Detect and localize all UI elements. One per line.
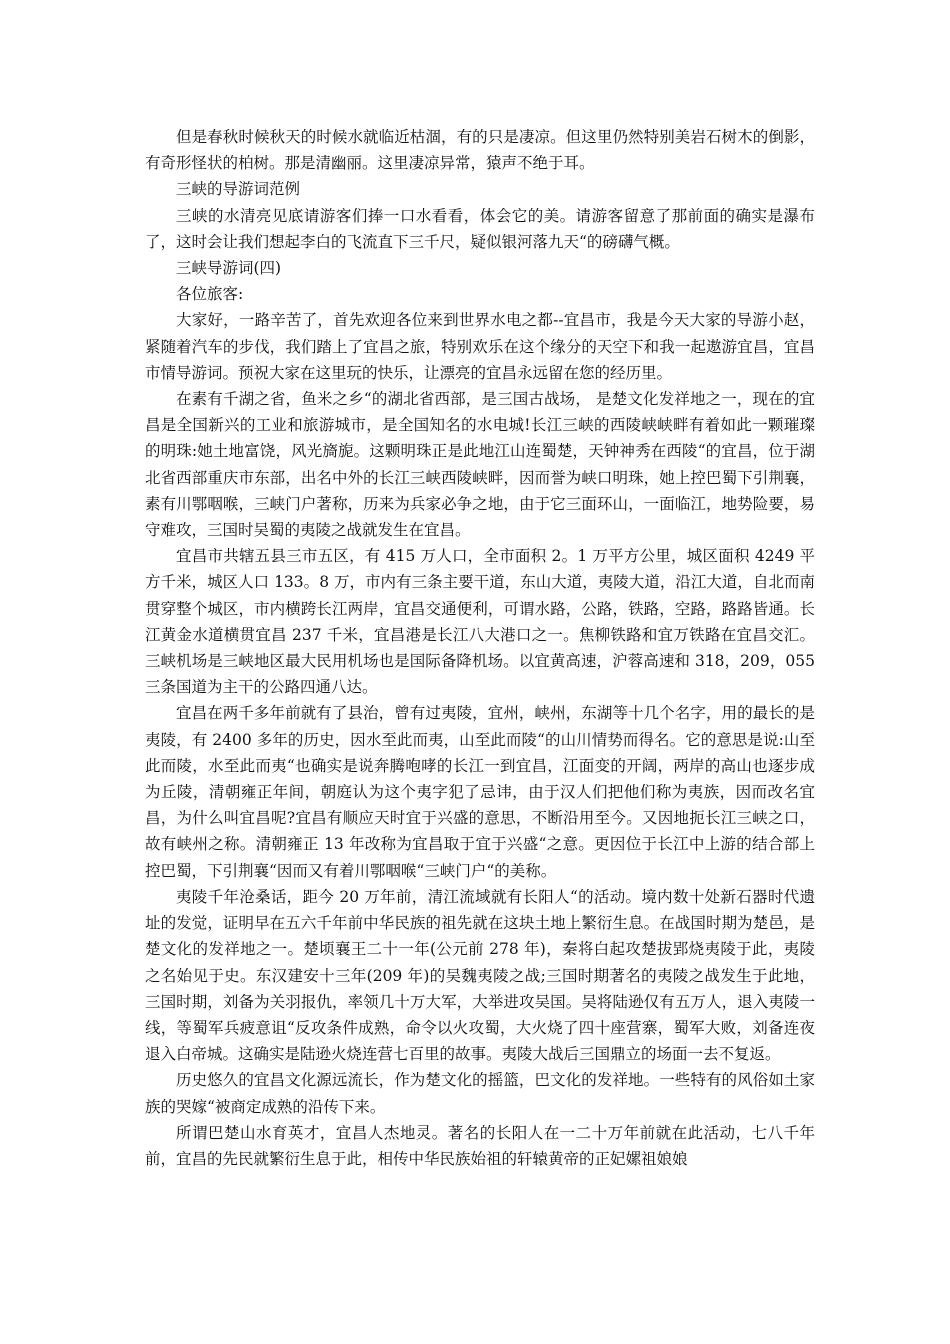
document-body: [145, 124, 815, 1172]
paragraph-autumn-scenery: 但是春秋时候秋天的时候水就临近枯涸，有的只是凄凉。但这里仍然特别美岩石树木的倒影，有奇形怪状的柏树。那是清幽丽。这里凄凉异常，猿声不绝于耳。: [145, 128, 815, 173]
paragraph-talents: 所谓巴楚山水育英才，宜昌人杰地灵。著名的长阳人在一二十万年前就在此活动，七八千年前，宜昌的先民就繁衍生息于此，相传中华民族始祖的轩辕黄帝的正妃嫘祖娘娘: [145, 1123, 815, 1168]
heading-guide-speech-four: 三峡导游词(四): [176, 259, 282, 278]
paragraph-clear-water: 三峡的水清亮见底请游客们捧一口水看看，体会它的美。请游客留意了那前面的确实是瀑布了，这时会让我们想起李白的飞流直下三千尺，疑似银河落九天“的磅礴气概。: [145, 206, 815, 251]
paragraph-yiling-history: 夷陵千年沧桑话，距今 20 万年前，清江流域就有长阳人“的活动。境内数十处新石器时代遗址的发觉，证明早在五六千年前中华民族的祖先就在这块土地上繁衍生息。在战国时期为楚邑，是楚文化的发祥地之一。楚顷襄王二十一年(公元前 278 年)，秦将白起攻楚拔郢烧夷陵于此，夷陵之名始见于史。东汉建安十三年(209 年)的吴魏夷陵之战;三国时期著名的夷陵之战发生于此地，三国时期，刘备为关羽报仇，率领几十万大军，大举进攻吴国。吴将陆逊仅有五万人，退入夷陵一线，等蜀军兵疲意诅“反攻条件成熟，命令以火攻蜀，大火烧了四十座营寨，蜀军大败，刘备连夜退入白帝城。这确实是陆逊火烧连营七百里的故事。夷陵大战后三国鼎立的场面一去不复返。: [145, 887, 815, 1064]
paragraph-yichang-name-history: 宜昌在两千多年前就有了县治，曾有过夷陵，宜州，峡州，东湖等十几个名字，用的最长的是夷陵，有 2400 多年的历史，因水至此而夷，山至此而陵“的山川情势而得名。它的意思是说:山至此而陵，水至此而夷“也确实是说奔腾咆哮的长江一到宜昌，江面变的开阔，两岸的高山也逐步成为丘陵，清朝雍正年间，朝庭认为这个夷字犯了忌讳，由于汉人们把他们称为夷族，因而改名宜昌，为什么叫宜昌呢?宜昌有顺应天时宜于兴盛的意思，不断沿用至今。又因地扼长江三峡之口，故有峡州之称。清朝雍正 13 年改称为宜昌取于宜于兴盛“之意。更因位于长江中上游的结合部上控巴蜀，下引荆襄“因而又有着川鄂咽喉“三峡门户“的美称。: [145, 704, 815, 880]
paragraph-welcome: 大家好，一路辛苦了，首先欢迎各位来到世界水电之都--宜昌市，我是今天大家的导游小赵，紧随着汽车的步伐，我们踏上了宜昌之旅，特别欢乐在这个缘分的天空下和我一起遨游宜昌，宜昌市情导游词。预祝大家在这里玩的快乐，让漂亮的宜昌永远留在您的经历里。: [145, 311, 815, 382]
paragraph-yichang-location: 在素有千湖之省，鱼米之乡“的湖北省西部，是三国古战场， 是楚文化发祥地之一，现在的宜昌是全国新兴的工业和旅游城市，是全国知名的水电城!长江三峡的西陵峡峡畔有着如此一颗璀璨的明珠:她土地富饶，风光旖旎。这颗明珠正是此地江山连蜀楚，天钟神秀在西陵“的宜昌，位于湖北省西部重庆市东部，出名中外的长江三峡西陵峡畔，因而誉为峡口明珠，她上控巴蜀下引荆襄，素有川鄂咽喉，三峡门户著称，历来为兵家必争之地，由于它三面环山，一面临江，地势险要，易守难攻，三国时吴蜀的夷陵之战就发生在宜昌。: [145, 390, 815, 540]
heading-three-gorges-example: 三峡的导游词范例: [176, 180, 301, 199]
greeting-travelers: 各位旅客:: [176, 285, 244, 304]
paragraph-culture: 历史悠久的宜昌文化源远流长，作为楚文化的摇篮，巴文化的发祥地。一些特有的风俗如土家族的哭嫁“被商定成熟的沿传下来。: [145, 1071, 815, 1116]
paragraph-yichang-statistics: 宜昌市共辖五县三市五区，有 415 万人口，全市面积 2。1 万平方公里，城区面积 4249 平方千米，城区人口 133。8 万，市内有三条主要干道，东山大道，夷陵大道，沿江大道，自北而南贯穿整个城区，市内横跨长江两岸，宜昌交通便利，可谓水路，公路，铁路，空路，路路皆通。长江黄金水道横贯宜昌 237 千米，宜昌港是长江八大港口之一。焦柳铁路和宜万铁路在宜昌交汇。三峡机场是三峡地区最大民用机场也是国际备降机场。以宜黄高速，沪蓉高速和 318，209，055 三条国道为主干的公路四通八达。: [145, 547, 815, 697]
